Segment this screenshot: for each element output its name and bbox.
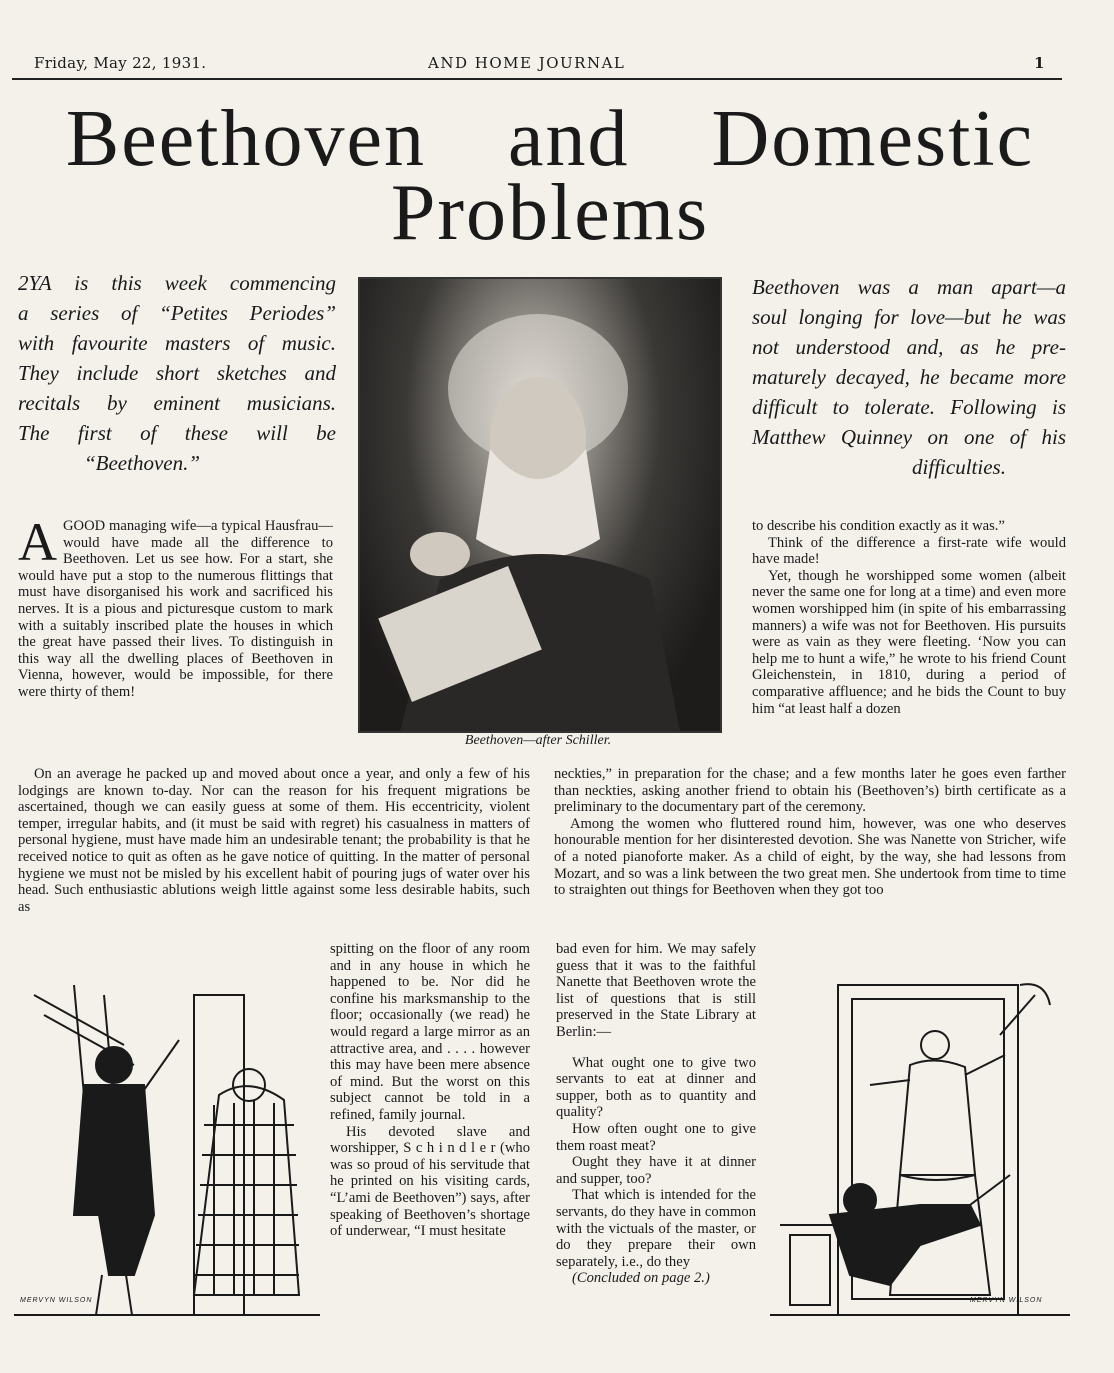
article-paragraph: Think of the difference a first-rate wife would have made! [752, 534, 1066, 568]
intro-left-line: They include short sketches and [18, 361, 336, 385]
question-paragraph: How often ought one to give them roast meat? [556, 1120, 756, 1154]
article-narrow-2 [330, 941, 530, 1240]
question-paragraph: That which is intended for the servants, do they have in common with the victuals of the master, or do they prepare their own separately, i.e., do they [556, 1187, 756, 1270]
question-paragraph: What ought one to give two servants to eat at dinner and supper, both as to quantity and quality? [556, 1054, 756, 1121]
cartoon-beethoven-nanette [770, 975, 1070, 1345]
illustrator-signature: MERVYN WILSON [20, 1297, 93, 1304]
issue-date: Friday, May 22, 1931. [34, 54, 207, 72]
article-narrow-3 [556, 941, 756, 1287]
article-paragraph: spitting on the floor of any room and in any house in which he happened to be. Nor did he confine his marksmanship to the floor; occasionally (we read) he would regard a large mirror as an attractive area, and . . . . however this may have been mere absence of mind. But the worst on this subject cannot be told in a refined, family journal. [330, 941, 530, 1123]
intro-right-line: soul longing for love—but he was [752, 305, 1066, 329]
publication-name: AND HOME JOURNAL [428, 54, 626, 72]
intro-right-line: difficult to tolerate. Following is [752, 395, 1066, 419]
intro-left-line: recitals by eminent musicians. [18, 391, 336, 415]
article-paragraph: His devoted slave and worshipper, S c h i n d l e r (who was so proud of his servitude that he printed on his visiting cards, “L’ami de Beethoven”) says, after speaking of Beethoven’s shortage of underwear, “I must hesitate [330, 1123, 530, 1240]
cartoon-beethoven-chair [14, 975, 320, 1345]
headline-line-1: Beethoven and Domestic [65, 95, 1035, 183]
headline-line-2: Problems [390, 169, 710, 257]
intro-right [752, 272, 1066, 482]
article-paragraph: neckties,” in preparation for the chase; and a few months later he goes even farther than neckties, asking another friend to obtain his (Beethoven’s) birth certificate as a preliminary to the documentary part of the ceremony. [554, 766, 1066, 816]
article-paragraph: to describe his condition exactly as it was.” [752, 518, 1005, 534]
intro-left-line: a series of “Petites Periodes” [18, 301, 336, 325]
question-paragraph: Ought they have it at dinner and supper, too? [556, 1154, 756, 1187]
beethoven-portrait [358, 277, 722, 733]
intro-right-line: Beethoven was a man apart—a [752, 275, 1066, 299]
header-rule [12, 78, 1062, 80]
dropcap-letter: A [18, 512, 57, 572]
portrait-caption: Beethoven—after Schiller. [464, 733, 612, 748]
intro-right-line: not understood and, as he pre- [752, 335, 1066, 359]
portrait-sketch [360, 279, 720, 731]
intro-left-line: with favourite masters of music. [18, 331, 336, 355]
article-col-1 [18, 512, 333, 701]
cartoon-drawing [14, 975, 320, 1345]
continued-note: (Concluded on page 2.) [572, 1270, 710, 1287]
illustrator-signature: MERVYN WILSON [970, 1297, 1043, 1304]
intro-right-line: Matthew Quinney on one of his [752, 425, 1066, 449]
article-paragraph: Among the women who fluttered round him, however, was one who deserves honourable mention for her disinterested devotion. She was Nanette von Stricher, wife of a noted pianoforte maker. As a child of eight, by the way, she had lessons from Mozart, and so was a link between the two great men. She undertook from time to time to straighten out things for Beethoven when they got too [554, 815, 1066, 899]
article-paragraph: GOOD managing wife—a typical Hausfrau—would have made all the difference to Beethoven. Let us see how. For a start, she would have put a stop to the numerous flittings that must have disorganised his work and sacrificed his nerves. It is a pious and picturesque custom to mark with a suitably inscribed plate the houses in which the great have passed their lives. To distinguish in this way all the dwelling places of Beethoven in Vienna, however, would be impossible, for there were thirty of them! [18, 518, 333, 700]
page-number: 1 [1034, 54, 1045, 72]
intro-left-line: 2YA is this week commencing [18, 271, 336, 295]
article-paragraph: bad even for him. We may safely guess that it was to the faithful Nanette that Beethoven wrote the list of questions that is still preserved in the State Library at Berlin:— [556, 941, 756, 1040]
cartoon-drawing [770, 975, 1070, 1345]
article-paragraph: On an average he packed up and moved about once a year, and only a few of his lodgings are known to-day. Nor can the reason for his frequent migrations be ascertained, though we can easily guess at some of them. His eccentricity, violent temper, irregular habits, and (it must be said with regret) his casualness in matters of personal hygiene, must have made him an undesirable tenant; the probability is that he received notice to quit as often as he gave notice of quitting. In the matter of personal hygiene we must not be misled by his excellent habit of pouring jugs of water over his head. Such enthusiastic ablutions weigh little against some less desirable habits, such as [18, 766, 530, 915]
intro-right-last: difficulties. [912, 455, 1006, 479]
intro-left-line: The first of these will be [18, 421, 336, 445]
intro-left [18, 268, 336, 478]
intro-left-last: “Beethoven.” [83, 451, 201, 475]
article-paragraph: Yet, though he worshipped some women (albeit never the same one for long at a time) and even more women worshipped him (in spite of his embarrassing manners) a wife was not for Beethoven. His pursuits were as vain as they were fleeting. ‘Now you can help me to hunt a wife,” he wrote to his friend Count Gleichenstein, in 1810, during a period of comparative affluence; and he bids the Count to buy him “at least half a dozen [752, 567, 1066, 717]
article-wide-left [18, 766, 530, 915]
intro-right-line: maturely decayed, he became more [752, 365, 1066, 389]
article-wide-right [554, 766, 1066, 899]
article-col-4 [752, 518, 1066, 717]
